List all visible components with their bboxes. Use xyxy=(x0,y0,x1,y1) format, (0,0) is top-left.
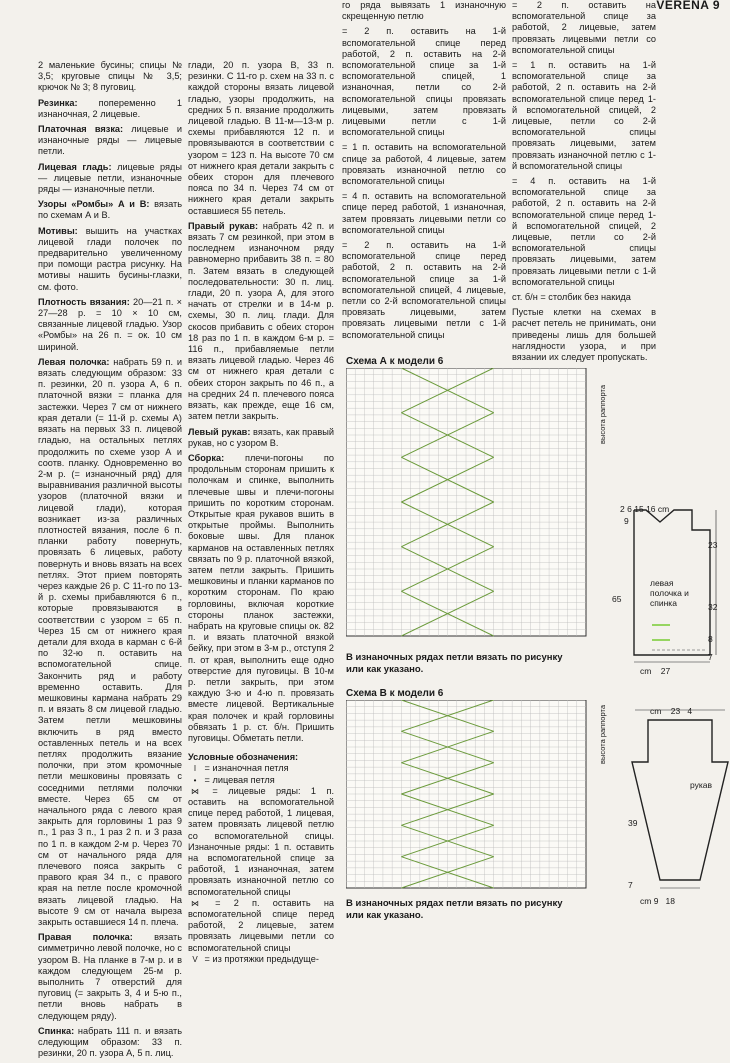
col1-heading: Узоры «Ромбы» А и В: xyxy=(38,199,150,210)
col3-paragraph xyxy=(342,142,506,187)
schematic1-top-dims: 2 6 15 16 cm xyxy=(620,504,670,514)
col1-text: попеременно 1 изнаночная, 2 лицевые. xyxy=(38,97,182,119)
col4-text: = 1 п. оставить на 1-й вспомогательной спице за работой, 2 п. оставить на 2-й вспомогательной спице перед 1-й вспомогательной спицей, 2 лицевые, петли со 2-й вспомогательной спицы провязать лицевыми, затем провязать изнаночной петлю с 1-й вспомогательной спицы xyxy=(512,60,656,171)
col3-text: = 2 п. оставить на 1-й вспомогательной спице перед работой, 2 п. оставить на 2-й вспомогательной спице за 1-й вспомогательной спицей, 1 изнаночная, петли со 2-й вспомогательной спицы провязать лицевыми, затем провязать лицевыми петли с 1-й вспомогательной спицы xyxy=(342,26,506,138)
col1-text: набрать 111 п. и вязать следующим образом: 33 п. резинки, 20 п. узора А, 5 п. лиц. xyxy=(38,1025,182,1059)
legend-title: Условные обозначения: xyxy=(188,752,299,763)
col4-text: = 2 п. оставить на вспомогательной спице за работой, 2 лицевые, затем провязать лицевыми петли со вспомогательной спицы xyxy=(512,0,656,55)
text-column-1 xyxy=(38,60,182,1063)
chart-b-repeat-label: высота раппорта xyxy=(598,705,607,764)
schematic2-top-dims: cm 23 4 xyxy=(650,706,693,716)
schematic2-bottom-dims: cm 9 18 xyxy=(640,896,676,906)
chart-a-caption: В изнаночных рядах петли вязать по рисунку или как указано. xyxy=(346,652,563,675)
col1-text: лицевые и изнаночные ряды — лицевые петли. xyxy=(38,124,182,157)
col3-text: го ряда вывязать 1 изнаночную скрещенную петлю xyxy=(342,0,506,22)
col2-text: вязать, как правый рукав, но с узором В. xyxy=(188,426,334,448)
col1-text: вязать по схемам А и В. xyxy=(38,199,182,221)
col4-text: ст. б/н = столбик без накида xyxy=(512,292,631,303)
schematic1-dim-r4: 7 xyxy=(708,652,713,662)
col1-paragraph xyxy=(38,357,182,928)
col1-heading: Мотивы: xyxy=(38,225,78,236)
col2-heading: Левый рукав: xyxy=(188,426,251,437)
legend-text: = лицевые ряды: 1 п. оставить на вспомогательной спице перед работой, 1 лицевая, затем провязать лицевой петлю со вспомогательной спицы. Изнаночные ряды: 1 п. оставить на вспомогательной спице за работой, 1 изнаночная, затем провязать изнаночной петлю со вспомогательной спицы xyxy=(188,785,334,897)
col1-paragraph xyxy=(38,199,182,221)
col4-paragraph xyxy=(512,176,656,288)
col2-heading: Сборка: xyxy=(188,452,225,463)
legend-item xyxy=(188,775,334,786)
col2-paragraph xyxy=(188,427,334,449)
col1-text: вышить на участках лицевой глади полочек по предварительно увеличенному при помощи растра рисунку. На мотивы нашить бусины-глазки, см. фото. xyxy=(38,225,182,292)
col1-paragraph xyxy=(38,932,182,1022)
legend-symbol-icon: • xyxy=(193,775,197,785)
col3-text: = 2 п. оставить на 1-й вспомогательной спице перед работой, 2 п. оставить на 2-й вспомогательной спице за 1-й вспомогательной спицей, 4 лицевые, петли со 2-й вспомогательной спицы провязать лицевыми, затем провязать лицевыми петли с 1-й вспомогательной спицы xyxy=(342,240,506,340)
text-column-3 xyxy=(342,0,506,345)
legend-symbol-icon: V xyxy=(192,954,198,964)
legend-text: = лицевая петля xyxy=(202,774,275,785)
col1-paragraph xyxy=(38,162,182,196)
schematic1-dim-r1: 23 xyxy=(708,540,718,550)
col4-paragraph xyxy=(512,60,656,172)
col1-paragraph xyxy=(38,98,182,120)
schematic2-bottom-cuff: 7 xyxy=(628,880,633,890)
magazine-brand: VERENA 9 xyxy=(656,0,720,12)
legend-item xyxy=(188,763,334,774)
col4-text: = 4 п. оставить на 1-й вспомогательной спице за работой, 2 п. оставить на 2-й вспомогательной спице перед 1-й вспомогательной спицей, 2 лицевые, петли со 2-й вспомогательной спицы провязать лицевыми, затем провязать лицевыми петли с 1-й вспомогательной спицы xyxy=(512,176,656,287)
col3-paragraph xyxy=(342,0,506,22)
col1-paragraph xyxy=(38,60,182,94)
col1-heading: Резинка: xyxy=(38,97,78,108)
col1-text: вязать симметрично левой полочке, но с узором В. На планке в 7-м р. и в каждом следующем 25-м р. выполнить 7 отверстий для пуговиц (= закрыть 3, 4 и 5-ю п., петли вновь набрать в следующем ряду). xyxy=(38,932,182,1021)
chart-a-grid xyxy=(346,368,590,638)
text-column-2 xyxy=(188,60,334,965)
col3-paragraph xyxy=(342,191,506,236)
text-column-2-body xyxy=(188,60,334,744)
col3-text: = 1 п. оставить на вспомогательной спице за работой, 4 лицевые, затем провязать изнаночной петлю со вспомогательной спицы xyxy=(342,142,506,187)
col2-heading: Правый рукав: xyxy=(188,220,259,231)
col2-paragraph xyxy=(188,60,334,217)
chart-b-caption: В изнаночных рядах петли вязать по рисунку или как указано. xyxy=(346,898,563,921)
chart-b-grid xyxy=(346,700,590,890)
col1-text: набрать 59 п. и вязать следующим образом: 33 п. резинки, 20 п. узора А, 6 п. платочной вязки = планка для застежки. Через 7 см от нижнего края детали (= 11-й р. схемы А) вязать на первых 33 п. лицевой гладью, на остальных петлях продолжить по схеме узор А и соотв. планку. Одновременно во 2-м р. (= изнаночный ряд) для выравнивания различной высоты узоров (платочной вязки и лицевой глади), которая возникает из-за различных плотностей вязания, после 6 п. планки работу повернуть, провязать 6 лицевых, работу повернуть и вновь вязать на всех петлях. Этот прием повторять через каждые 26 р. С 11-го по 13-й р. схемы прибавляются 6 п., которые провязываются в соответствии с узором = 65 п. Через 15 см от нижнего края детали для входа в карман с 6-й по 32-ю п. оставить на вспомогательной спице. Закончить ряд и работу временно оставить. Для мешковины кармана набрать 29 п. и вязать 8 см лицевой гладью. Затем петли мешковины включить в ряд вместо оставленных петель и на всех петлях продолжить вязание полочки, при этом кромочные петли мешковины провязать с соседними петлями полочки вместе. Через 65 см от начального ряда с левого края закрыть для горловины 1 раз 9 п., 1 раз 3 п., 1 раз 2 п. и 3 раза по 1 п. в каждом 2-м р. Через 70 см от начального ряда для плечевого пояса закрыть с правого края 34 п., с правого края на петле после кромочной вязать лицевой гладью. На высоте 9 см от начала выреза закрыть оставшиеся 14 п. плеча. xyxy=(38,356,182,928)
col1-heading: Левая полочка: xyxy=(38,356,110,367)
col2-text: глади, 20 п. узора В, 33 п. резинки. С 11-го р. схем на 33 п. с каждой стороны вязать лицевой гладью, узоры продолжить, на средних 5 п. вязание продолжить лицевой гладью. В 11-м—13-м р. схемы прибавляются 12 п. и провязываются в соответствии с узором = 123 п. На высоте 70 см от нижнего края детали закрыть с обеих сторон для плечевого пояса по 34 п. Через 74 см от нижнего края детали закрыть оставшиеся 55 петель. xyxy=(188,60,334,216)
col4-text: Пустые клетки на схемах в расчет петель не принимать, они приведены лишь для большей наглядности узора, и при вязании их следует пропускать. xyxy=(512,307,656,363)
schematic2-piece-label: рукав xyxy=(690,780,713,790)
col1-paragraph xyxy=(38,226,182,293)
col2-paragraph xyxy=(188,453,334,744)
col1-text: 20—21 п. × 27—28 р. = 10 × 10 см, связанные лицевой гладью. Узор «Ромбы» на 26 п. = ок. 10 см шириной. xyxy=(38,296,182,352)
col3-paragraph xyxy=(342,240,506,341)
col4-paragraph xyxy=(512,307,656,363)
col1-heading: Платочная вязка: xyxy=(38,124,124,135)
col2-text: плечи-погоны по продольным сторонам пришить к полочкам и спинке, выполнить плечевые швы и плечи-погоны пришить по коротким сторонам. Открытые края рукавов вшить в открытые проймы. Выполнить боковые швы. Для планок карманов на оставленных петлях связать по 9 р. платочной вязкой, затем петли закрыть. Пришить мешковины и планки карманов по коротким сторонам. По краю горловины, включая короткие стороны планок застежки, набрать на круговые спицы ок. 82 п. и вязать платочной вязкой бейку, при этом в 3-м р., отступя 2 п. от края, выполнить еще одно отверстие для пуговицы. В 10-м р. петли закрыть, при этом каждую 3-ю и 4-ю п. провязать вместе лицевой. Вертикальные края полочек и край горловины обвязать 1 р. ст. б/н. Пришить пуговицы. Обметать петли. xyxy=(188,452,335,743)
schematic1-dim-r2: 32 xyxy=(708,602,718,612)
col1-heading: Плотность вязания: xyxy=(38,296,130,307)
col3-text: = 4 п. оставить на вспомогательной спице перед работой, 1 изнаночная, затем провязать лицевыми петли со вспомогательной спицы xyxy=(342,191,506,235)
text-column-4 xyxy=(512,0,656,367)
legend-symbol-icon: ⋈ xyxy=(191,786,199,796)
col1-heading: Правая полочка: xyxy=(38,932,133,943)
col4-paragraph xyxy=(512,0,656,56)
col1-heading: Спинка: xyxy=(38,1025,75,1036)
chart-a-title: Схема А к модели 6 xyxy=(346,356,444,367)
col1-text: лицевые ряды — лицевые петли, изнаночные ряды — изнаночные петли. xyxy=(38,161,182,195)
legend-symbol-icon: I xyxy=(193,764,197,774)
col4-paragraph xyxy=(512,292,656,303)
col1-text: 2 маленькие бусины; спицы № 3,5; круговые спицы № 3,5; крючок № 3; 8 пуговиц. xyxy=(38,60,182,93)
col1-paragraph xyxy=(38,124,182,158)
col2-paragraph xyxy=(188,221,334,423)
sleeve-schematic xyxy=(620,700,730,900)
legend-symbol-icon: ⋈ xyxy=(191,898,199,908)
schematic1-dim-r3: 8 xyxy=(708,634,713,644)
legend-text: = изнаночная петля xyxy=(202,763,289,774)
legend-list xyxy=(188,763,334,965)
legend-text: = из протяжки предыдуще- xyxy=(202,953,319,964)
schematic1-piece-label: левая полочка и спинка xyxy=(650,578,689,608)
legend-text: = 2 п. оставить на вспомогательной спице перед работой, 2 лицевые, затем провязать лицевыми петли со вспомогательной спицы xyxy=(188,897,334,953)
schematic1-dim-neck: 9 xyxy=(624,516,629,526)
col2-text: набрать 42 п. и вязать 7 см резинкой, при этом в последнем изнаночном ряду равномерно прибавить 38 п. = 80 п. Затем вязать в следующей последовательности: 30 п. лиц. глади, 20 п. узора А, для этого начать от стрелки и в 14-м р. схемы, 30 п. лиц. глади. Для скосов прибавить с обеих сторон 18 раз по 1 п. в каждом 6-м р. = 116 п., прибавляемые петли вязать лицевой гладью. Через 46 см от нижнего края детали с обеих сторон закрыть по 46 п., а на средних 24 п. плечевого пояса вязать, как прежде, еще 16 см, затем петли закрыть. xyxy=(188,220,334,422)
col1-heading: Лицевая гладь: xyxy=(38,161,112,172)
schematic1-dim-height: 65 xyxy=(612,594,622,604)
legend-item xyxy=(188,954,334,965)
legend-item xyxy=(188,898,334,954)
schematic2-dim-length: 39 xyxy=(628,818,638,828)
col3-paragraph xyxy=(342,26,506,138)
legend-item xyxy=(188,786,334,898)
col1-paragraph xyxy=(38,1026,182,1060)
chart-b-title: Схема В к модели 6 xyxy=(346,688,444,699)
chart-a-repeat-label: высота раппорта xyxy=(598,385,607,444)
schematic1-bottom-dims: cm 27 xyxy=(640,666,671,676)
col1-paragraph xyxy=(38,297,182,353)
